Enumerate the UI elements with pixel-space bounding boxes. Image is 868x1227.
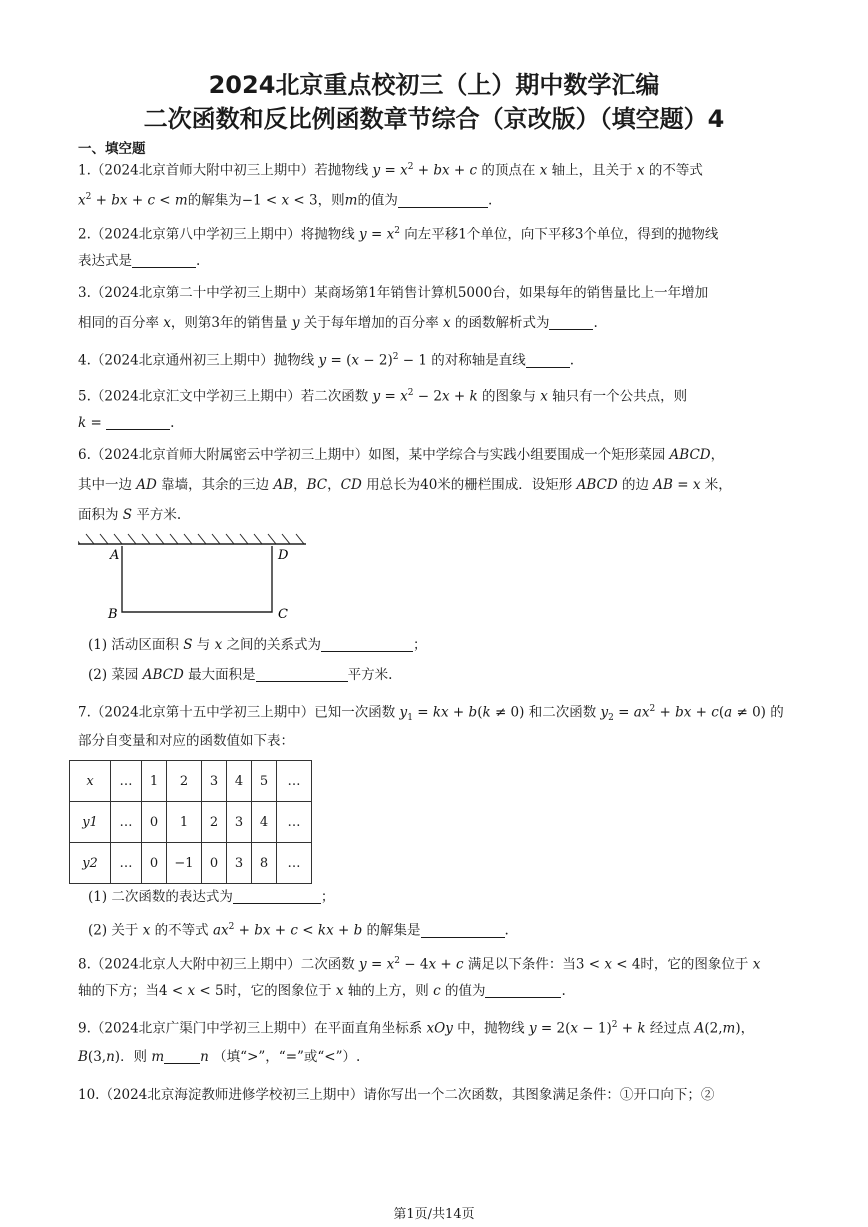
question-3-line-2: 相同的百分率 x，则第3年的销售量 y 关于每年增加的百分率 x 的函数解析式为 . — [78, 315, 598, 331]
table-cell: 3 — [227, 843, 252, 884]
table-cell: 1 — [142, 761, 167, 802]
table-cell: 0 — [142, 802, 167, 843]
garden-rectangle-figure — [78, 530, 308, 622]
table-cell: … — [277, 761, 312, 802]
question-8-line-1: 8.（2024北京人大附中初三上期中）二次函数 $y = x^2 - 4x + c$ 满足以下条件：当3 < x < 4时，它的图象位于 x — [78, 956, 761, 973]
page-title: 2024北京重点校初三（上）期中数学汇编 — [208, 71, 660, 99]
question-1-line-1: 1.（2024北京首师大附中初三上期中）若抛物线 $y = x^2$ + bx + c 的顶点在 x 轴上，且关于 x 的不等式 — [78, 162, 703, 179]
answer-blank[interactable] — [485, 983, 561, 998]
table-cell: 8 — [252, 843, 277, 884]
vertex-label-c: C — [278, 607, 288, 622]
table-cell: … — [111, 843, 142, 884]
table-cell: … — [111, 802, 142, 843]
question-8-line-2: 轴的下方；当4 < x < 5时，它的图象位于 x 轴的上方，则 c 的值为 . — [78, 983, 566, 999]
question-1-line-2: $x^2$ + bx + c < m的解集为−1 < x < 3，则m的值为 . — [78, 192, 493, 209]
table-cell: … — [111, 761, 142, 802]
table-cell: 1 — [167, 802, 202, 843]
answer-blank[interactable] — [321, 637, 413, 652]
question-7-part-1: (1) 二次函数的表达式为 ； — [88, 889, 335, 905]
table-cell: 5 — [252, 761, 277, 802]
question-9-line-2: B(3,n)．则 m n （填“>”，“=”或“<”）. — [78, 1049, 361, 1065]
question-7-line-2: 部分自变量和对应的函数值如下表： — [78, 733, 294, 749]
question-6-part-1: (1) 活动区面积 S 与 x 之间的关系式为 ； — [88, 637, 427, 653]
table-cell: 0 — [202, 843, 227, 884]
answer-blank[interactable] — [398, 193, 488, 208]
vertex-label-d: D — [278, 548, 289, 563]
table-cell: 2 — [202, 802, 227, 843]
table-row-y1 — [70, 802, 312, 843]
table-cell: … — [277, 843, 312, 884]
answer-blank[interactable] — [256, 667, 348, 682]
answer-blank[interactable] — [549, 315, 593, 330]
question-6-line-3: 面积为 S 平方米. — [78, 507, 182, 523]
question-9-line-1: 9.（2024北京广渠门中学初三上期中）在平面直角坐标系 xOy 中，抛物线 $y = 2(x - 1)^2 + k$ 经过点 A(2,m)， — [78, 1020, 755, 1037]
table-cell: 2 — [167, 761, 202, 802]
table-cell: 0 — [142, 843, 167, 884]
question-4: 4.（2024北京通州初三上期中）抛物线 $y = (x - 2)^2 - 1$ 的对称轴是直线 . — [78, 352, 575, 369]
table-row-y2 — [70, 843, 312, 884]
answer-blank[interactable] — [132, 253, 196, 268]
question-10-line-1: 10.（2024北京海淀教师进修学校初三上期中）请你写出一个二次函数，其图象满足条件：①开口向下；② — [78, 1087, 715, 1103]
answer-blank[interactable] — [106, 415, 170, 430]
question-3-line-1: 3.（2024北京第二十中学初三上期中）某商场第1年销售计算机5000台，如果每年的销售量比上一年增加 — [78, 285, 709, 301]
answer-blank[interactable] — [233, 889, 321, 904]
answer-blank[interactable] — [526, 353, 570, 368]
table-cell: … — [277, 802, 312, 843]
question-2-line-2: 表达式是 . — [78, 253, 201, 269]
table-cell: 4 — [227, 761, 252, 802]
table-row-x — [70, 761, 312, 802]
question-5-line-2: k = . — [78, 415, 175, 431]
table-cell: 3 — [227, 802, 252, 843]
question-7-part-2: (2) 关于 x 的不等式 $ax^2$ + bx + c < kx + b 的解集是 . — [88, 922, 509, 939]
vertex-label-b: B — [108, 607, 118, 622]
page-footer: 第1页/共14页 — [393, 1207, 475, 1222]
table-cell: 3 — [202, 761, 227, 802]
question-2-line-1: 2.（2024北京第八中学初三上期中）将抛物线 $y = x^2$ 向左平移1个单位，向下平移3个单位，得到的抛物线 — [78, 226, 719, 243]
answer-blank[interactable] — [421, 923, 505, 938]
function-value-table — [69, 760, 312, 884]
question-6-line-1: 6.（2024北京首师大附属密云中学初三上期中）如图，某中学综合与实践小组要围成一个矩形菜园 ABCD， — [78, 447, 725, 463]
table-row-header: y2 — [70, 843, 111, 884]
vertex-label-a: A — [110, 548, 120, 563]
table-row-header: y1 — [70, 802, 111, 843]
question-6-part-2: (2) 菜园 ABCD 最大面积是 平方米. — [88, 667, 393, 683]
question-6-line-2: 其中一边 AD 靠墙，其余的三边 AB，BC，CD 用总长为40米的栅栏围成．设矩形 ABCD 的边 AB = x 米， — [78, 477, 732, 493]
question-5-line-1: 5.（2024北京汇文中学初三上期中）若二次函数 $y = x^2 - 2x + k$ 的图象与 x 轴只有一个公共点，则 — [78, 388, 688, 405]
table-row-header: x — [70, 761, 111, 802]
answer-blank[interactable] — [164, 1049, 200, 1064]
table-cell: 4 — [252, 802, 277, 843]
table-cell: −1 — [167, 843, 202, 884]
question-7-line-1: 7.（2024北京第十五中学初三上期中）已知一次函数 $y_1$ = kx + b(k ≠ 0) 和二次函数 $y_2 = ax^2$ + bx + c(a ≠ 0) 的 — [78, 704, 784, 724]
section-heading: 一、填空题 — [78, 141, 146, 157]
page-subtitle: 二次函数和反比例函数章节综合（京改版）（填空题）4 — [143, 105, 725, 133]
